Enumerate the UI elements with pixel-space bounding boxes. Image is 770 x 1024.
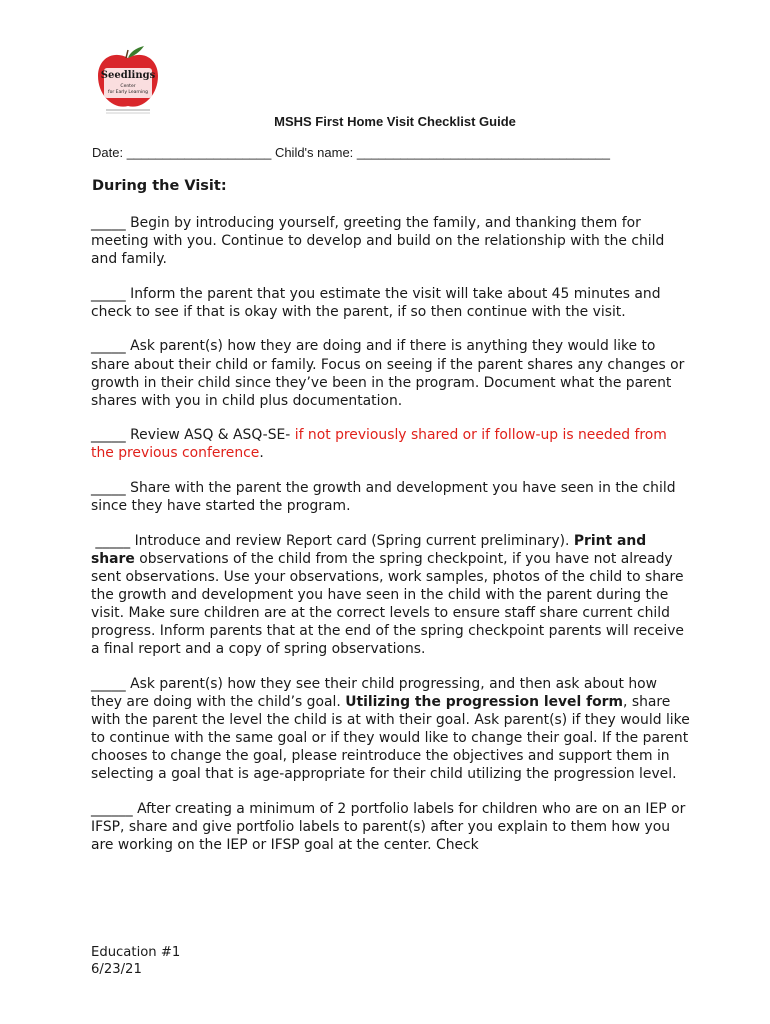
item-bold: Utilizing the progression level form bbox=[345, 693, 623, 710]
check-blank[interactable]: _____ bbox=[91, 338, 126, 355]
checklist-item bbox=[91, 479, 691, 515]
checklist-item bbox=[91, 426, 691, 462]
footer-date: 6/23/21 bbox=[91, 962, 142, 977]
item-text: Inform the parent that you estimate the visit will take about 45 minutes and check to see if that is okay with the parent, if so then continue with the visit. bbox=[91, 285, 661, 320]
page-title: MSHS First Home Visit Checklist Guide bbox=[274, 114, 516, 129]
check-blank[interactable]: _____ bbox=[91, 215, 126, 231]
checklist-item bbox=[91, 675, 691, 784]
svg-text:Center: Center bbox=[120, 84, 136, 89]
checklist-item bbox=[91, 800, 691, 854]
checklist bbox=[91, 214, 691, 871]
date-blank[interactable]: ____________________ bbox=[126, 145, 272, 160]
checklist-item bbox=[91, 285, 691, 321]
check-blank[interactable]: _____ bbox=[91, 285, 126, 302]
date-label: Date: bbox=[92, 145, 124, 160]
footer-doc-id: Education #1 bbox=[91, 945, 181, 960]
item-text: Ask parent(s) how they see their child progressing, and then ask about how they are doing with the child’s goal. bbox=[91, 675, 658, 710]
child-name-label: Child's name: bbox=[274, 145, 354, 160]
checklist-item bbox=[91, 532, 691, 659]
check-blank[interactable]: _____ bbox=[91, 675, 126, 692]
checklist-item bbox=[91, 337, 691, 409]
check-blank[interactable]: _____ bbox=[95, 532, 131, 549]
item-text: After creating a minimum of 2 portfolio labels for children who are on an IEP or IFSP, share and give portfolio labels to parent(s) after you explain to them how you are working on the IEP or IFSP goal at the center. Check bbox=[91, 800, 686, 854]
checklist-item bbox=[91, 214, 691, 268]
seedlings-logo bbox=[92, 44, 164, 116]
item-text: Ask parent(s) how they are doing and if there is anything they would like to share about their child or family. Focus on seeing if the parent shares any changes or growth in their child since they’ve been in the program. Document what the parent shares with you in child plus documentation. bbox=[91, 338, 685, 409]
check-blank[interactable]: ______ bbox=[91, 800, 133, 817]
item-text: Share with the parent the growth and development you have seen in the child since they have started the program. bbox=[91, 480, 676, 515]
item-text: Review ASQ & ASQ-SE- bbox=[130, 427, 291, 444]
check-blank[interactable]: _____ bbox=[91, 427, 126, 444]
item-tail: . bbox=[259, 445, 264, 462]
date-child-line bbox=[92, 145, 610, 160]
item-red-note: if not previously shared or if follow-up is needed from the previous conference bbox=[91, 427, 667, 462]
item-bold: Print and share bbox=[91, 532, 647, 567]
item-text: Introduce and review Report card (Spring current preliminary). bbox=[134, 532, 570, 549]
logo-wordmark: Seedlings bbox=[100, 70, 156, 81]
item-tail: , share with the parent the level the child is at with their goal. Ask parent(s) if they would like to continue with the same goal or if they would like to change their goal. If the parent chooses to change the goal, please reintroduce the objectives and support them in selecting a goal that is age-appropriate for their child utilizing the progression level. bbox=[91, 693, 690, 783]
item-tail: observations of the child from the spring checkpoint, if you have not already sent observations. Use your observations, work samples, photos of the child to share the growth and development you have seen in the child with the parent during the visit. Make sure children are at the correct levels to ensure staff share current child progress. Inform parents that at the end of the spring checkpoint parents will receive a final report and a copy of spring observations. bbox=[91, 550, 684, 658]
svg-text:for Early Learning: for Early Learning bbox=[108, 90, 148, 95]
section-heading: During the Visit: bbox=[92, 178, 227, 194]
child-name-blank[interactable]: ___________________________________ bbox=[356, 145, 610, 160]
item-text: Begin by introducing yourself, greeting the family, and thanking them for meeting with you. Continue to develop and build on the relationship with the child and family. bbox=[91, 215, 665, 268]
check-blank[interactable]: _____ bbox=[91, 480, 126, 497]
footer bbox=[91, 944, 180, 978]
